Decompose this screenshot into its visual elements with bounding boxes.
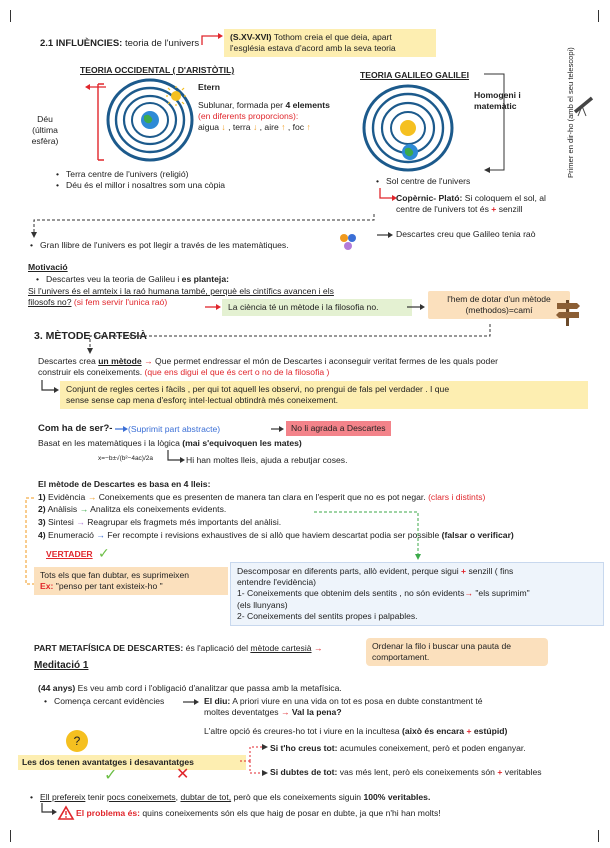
arrow-problema [40, 802, 62, 818]
motivacio-title: Motivació [28, 262, 68, 272]
arrow-down-icon: ↓ [219, 122, 226, 133]
metode-box: l'hem de dotar d'un mètode (methodos)=camí [428, 291, 570, 319]
descartes-crea: Descartes crea un mètode → Que permet endressar el món de Descartes i aconseguir veritat fermes de les quals poder construir els coneixements. (que ens digui el que és cert o no de la filosofia ) [38, 356, 498, 378]
metode-lleis-title: El mètode de Descartes es basa en 4 lleis: [38, 479, 211, 489]
corner-mark-tl [10, 10, 11, 22]
com-ha-de-ser: Com ha de ser?- [38, 423, 113, 434]
note-era: (S.XV-XVI) Tothom creia el que deia, apart l'església estava d'acord amb la seva teoria [224, 29, 436, 57]
corner-mark-tr [598, 10, 599, 22]
lleis-note: Hi han moltes lleis, ajuda a rebutjar coses. [186, 455, 348, 465]
altre-text: L'altre opció és creures-ho tot i viure en la incultesa (això és encara + estúpid) [204, 726, 508, 736]
diu-text: El diu: A priori viure en una vida on tot es posa en dubte constantment té moltes deventatges → Val la pena? [204, 696, 483, 718]
suprimit-note: (Suprimit part abstracte) [128, 424, 221, 434]
anys-text: (44 anys) Es veu amb cord i l'obligació d'analitzar que passa amb la metafísica. [38, 683, 342, 693]
part-metafisica: PART METAFÍSICA DE DESCARTES: és l'aplicació del mètode cartesià → [34, 643, 323, 653]
telescope-icon [572, 92, 598, 118]
rule-4: 4) Enumeració → Fer recompte i revisions exhaustives de si allò que haviem descartat podia ser possible (falsar o verificar) [38, 530, 514, 540]
metode-cartesia-title: 3. MÈTODE CARTESIÀ [34, 330, 147, 342]
aristotle-bullets: • Terra centre de l'univers (religió) • Déu és el millor i nosaltres som una còpia [66, 169, 225, 191]
problema-text: El problema és: quins coneixements són els que haig de posar en dubte, ja que n'hi han molts! [76, 808, 441, 818]
check-icon: ✓ [104, 767, 118, 784]
arrow-down-icon: ↓ [250, 122, 258, 133]
rule-2: 2) Anàlisis → Analitza els coneixements evidents. [38, 504, 227, 514]
copernic-text: Copèrnic- Plató: Si coloquem el sol, al centre de l'univers tot és + senzill [396, 193, 546, 215]
arrow-up-icon: ↑ [304, 122, 311, 133]
arrow-diu [182, 697, 204, 707]
thinking-face-icon: ? [66, 730, 88, 752]
arrow-metode [406, 302, 430, 312]
occidental-title: TEORIA OCCIDENTAL ( D'ARISTÒTIL) [80, 65, 235, 75]
galileo-title: TEORIA GALILEO GALILEI [360, 70, 470, 80]
galileo-bullets: • Sol centre de l'univers [386, 176, 470, 187]
conjunt-box: Conjunt de regles certes i fàcils , per qui tot aquell les observi, no prengui de fals pel verdader . I que sense sense cap mena d'esforç intel·lectual obtindrà més coneixement. [60, 381, 588, 409]
meditacio-title: Meditació 1 [34, 660, 89, 671]
arrow-deu [84, 82, 108, 92]
ciencia-box: La ciència té un mètode i la filosofia no. [222, 299, 412, 316]
arrow-galileo-bracket [482, 70, 512, 180]
rule-3: 3) Sintesi → Reagrupar els fragmets més importants del anàlisi. [38, 517, 282, 527]
descartes-creu: Descartes creu que Galileo tenia raò [396, 229, 536, 239]
vertader-label: VERTADER [46, 549, 93, 559]
sublunar-text: Sublunar, formada per 4 elements (en diferents proporcions): aigua ↓ , terra ↓ , aire ↑ , foc ↑ [198, 100, 330, 133]
arrow-descartes-creu [376, 230, 396, 240]
vertical-note: Primer en dir-ho (amb el seu telescopi) [566, 47, 575, 178]
descomposar-box: Descomposar en diferents parts, allò evident, perque sigui + senzill ( fins entendre l'evidència) 1- Coneixements que obtenim dels sentits , no són evidents→ "els suprimim" (els llunyans) 2- Coneixements del sentits propes i palpables. [230, 562, 604, 626]
no-agrada-box: No li agrada a Descartes [286, 421, 391, 436]
signpost-icon [555, 298, 581, 328]
si-dubtes: Si dubtes de tot: vas més lent, però els coneixements són + veritables [270, 767, 542, 777]
dashed-connector-1 [28, 212, 378, 242]
motivacio-bullet: • Descartes veu la teoria de Galileu i es planteja: [46, 274, 229, 285]
si-creus: Si t'ho creus tot: acumules coneixement, però et poden enganyar. [270, 743, 526, 753]
label-deu: Déu (última esfèra) [31, 114, 59, 147]
puzzle-icon [338, 232, 358, 252]
corner-mark-br [598, 830, 599, 842]
check-icon-vertader: ✓ [98, 545, 110, 561]
elements-row: aigua ↓ , terra ↓ , aire ↑ , foc ↑ [198, 122, 311, 133]
motivacio-question: Si l'univers és el amteix i la raó humana també, perquè els cintífics avancen i els filosofs no? (si fem servir l'unica raó) [28, 286, 334, 308]
gran-llibre-text: • Gran llibre de l'univers es pot llegir a través de les matemàtiques. [40, 240, 289, 251]
dos-avantatges-box: Les dos tenen avantatges i desavantatges [18, 755, 246, 770]
label-etern: Etern [198, 82, 220, 92]
corner-mark-bl [10, 830, 11, 842]
comenca-text: • Comença cercant evidències [54, 696, 164, 707]
section-title-influencies: 2.1 INFLUÈNCIES: teoria de l'univers [40, 38, 200, 49]
dashed-connector-2 [86, 322, 496, 356]
quadratic-formula: x=−b±√(b²−4ac)/2a [98, 455, 154, 462]
cross-icon: ✕ [176, 766, 190, 783]
basat-text: Basat en les matemàtiques i la lògica (mai s'equivoquen les mates) [38, 438, 302, 448]
arrow-up-icon: ↑ [278, 122, 286, 133]
label-homogeni: Homogeni i matemàtic [474, 90, 521, 112]
galileo-cosmos-diagram [360, 80, 470, 176]
prefereix-text: • Ell prefereix tenir pocs coneixemets, dubtar de tot, però que els coneixements siguin 100% veritables. [40, 792, 430, 803]
arrow-conjunt [40, 378, 62, 396]
rule-1: 1) Evidència → Coneixements que es presenten de manera tan clara en l'esperit que no es pot negar. (clars i distints) [38, 492, 486, 502]
branch-connector [238, 741, 270, 777]
aristotle-cosmos-diagram [92, 76, 202, 166]
arrow-lleis [166, 448, 188, 466]
ordenar-box: Ordenar la filo i buscar una pauta de comportament. [366, 638, 548, 666]
tots-box: Tots els que fan dubtar, es suprimeixen Ex: "penso per tant existeix-ho " [34, 567, 228, 595]
